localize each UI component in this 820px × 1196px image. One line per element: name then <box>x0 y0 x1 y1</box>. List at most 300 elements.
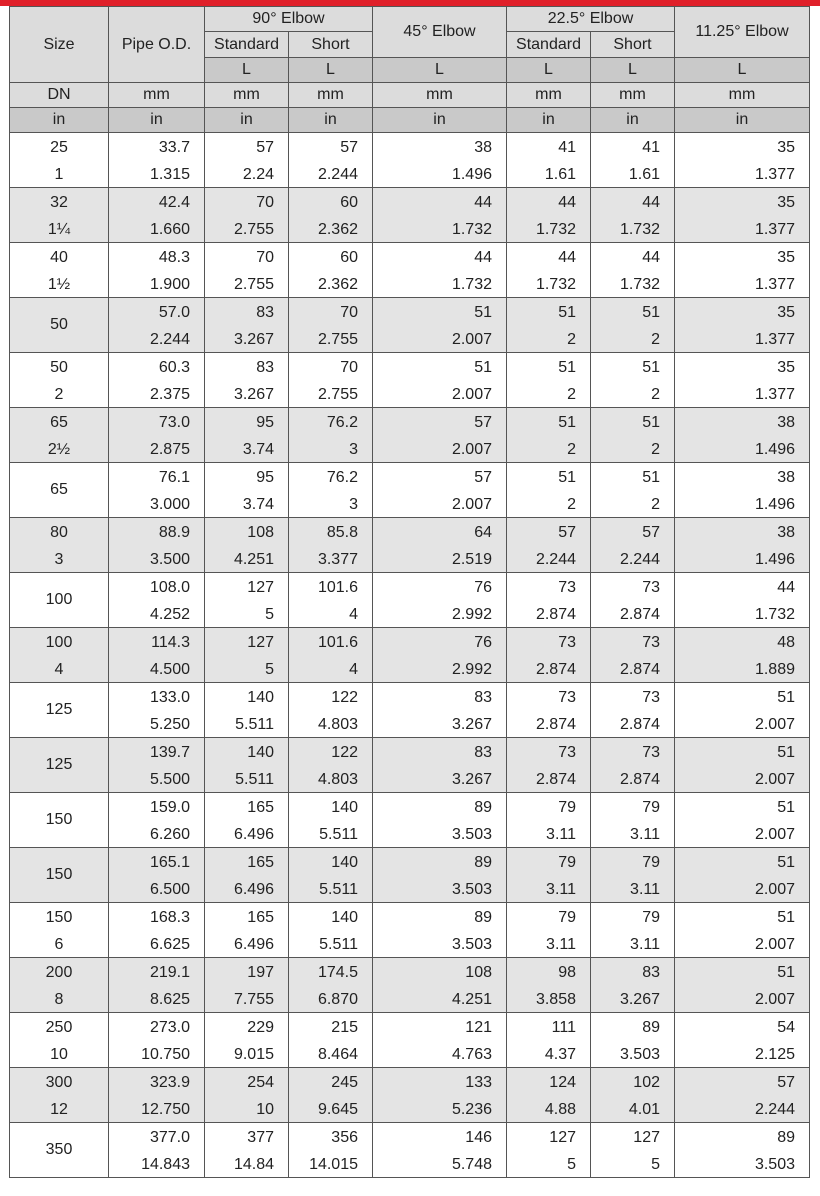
elbow90-short-mm-value: 140 <box>331 854 358 871</box>
elbow90-short-in-value: 5.511 <box>319 826 358 843</box>
size-cell <box>10 188 109 243</box>
unit-mm: mm <box>591 83 675 108</box>
size-cell <box>10 1013 109 1068</box>
elbow11-in-value: 2.007 <box>754 991 795 1008</box>
elbow90-short-mm-value: 57 <box>340 139 358 156</box>
elbow90-standard-mm-value: 140 <box>247 689 274 706</box>
elbow22-short-mm-value: 57 <box>642 524 660 541</box>
table-row <box>10 133 810 188</box>
size-cell <box>10 133 109 188</box>
elbow90-short-cell <box>289 848 373 903</box>
elbow22-standard-in-value: 3.11 <box>546 936 576 953</box>
elbow90-standard-mm-value: 229 <box>247 1019 274 1036</box>
pipe-od-in-value: 5.250 <box>149 716 190 733</box>
elbow45-cell <box>373 683 507 738</box>
elbow45-in-value: 2.007 <box>451 496 492 513</box>
elbow90-standard-mm-value: 95 <box>256 469 274 486</box>
elbow90-standard-mm-value: 140 <box>247 744 274 761</box>
elbow22-short-in-value: 2.874 <box>619 771 660 788</box>
table-row <box>10 903 810 958</box>
elbow45-mm-value: 38 <box>474 139 492 156</box>
l-label: L <box>373 58 507 83</box>
elbow22-standard-mm-value: 44 <box>558 249 576 266</box>
pipe-od-mm-value: 48.3 <box>158 249 190 266</box>
elbow45-mm-value: 64 <box>474 524 492 541</box>
elbow11-cell <box>675 958 810 1013</box>
elbow22-short-in-value: 2 <box>651 441 660 458</box>
elbow22-standard-in-value: 4.88 <box>544 1101 576 1118</box>
size-dn-value: 65 <box>50 481 68 498</box>
elbow90-short-in-value: 2.244 <box>317 166 358 183</box>
elbow11-in-value: 1.377 <box>754 166 795 183</box>
elbow22-short-in-value: 2.874 <box>619 661 660 678</box>
size-dn-value: 350 <box>45 1141 73 1158</box>
elbow22-short-cell <box>591 793 675 848</box>
elbow22-short-mm-value: 73 <box>642 744 660 761</box>
elbow90-standard-mm-value: 70 <box>256 249 274 266</box>
elbow22-short-mm-value: 73 <box>642 579 660 596</box>
elbow22-short-in-value: 3.267 <box>619 991 660 1008</box>
elbow22-short-cell <box>591 628 675 683</box>
pipe-od-mm-value: 159.0 <box>149 799 190 816</box>
elbow90-short-cell <box>289 353 373 408</box>
elbow22-short-in-value: 3.11 <box>630 881 660 898</box>
elbow22-short-mm-value: 44 <box>642 194 660 211</box>
elbow90-standard-in-value: 7.755 <box>233 991 274 1008</box>
pipe-od-in-value: 4.252 <box>149 606 190 623</box>
elbow90-standard-cell <box>205 243 289 298</box>
elbow90-short-in-value: 3.377 <box>317 551 358 568</box>
elbow90-standard-cell <box>205 133 289 188</box>
elbow22-short-cell <box>591 243 675 298</box>
elbow90-standard-cell <box>205 793 289 848</box>
elbow22-standard-in-value: 2 <box>567 386 576 403</box>
size-cell <box>10 463 109 518</box>
elbow45-in-value: 1.732 <box>451 276 492 293</box>
elbow90-short-mm-value: 140 <box>331 799 358 816</box>
elbow90-standard-cell <box>205 408 289 463</box>
elbow45-mm-value: 83 <box>474 689 492 706</box>
elbow90-short-cell <box>289 188 373 243</box>
table-row <box>10 573 810 628</box>
elbow22-standard-in-value: 2.244 <box>535 551 576 568</box>
elbow45-mm-value: 44 <box>474 249 492 266</box>
elbow22-short-cell <box>591 903 675 958</box>
unit-dn: DN <box>10 83 109 108</box>
elbow11-in-value: 2.125 <box>754 1046 795 1063</box>
elbow45-in-value: 4.251 <box>451 991 492 1008</box>
table-body <box>10 133 810 1178</box>
elbow22-short-mm-value: 44 <box>642 249 660 266</box>
elbow90-standard-in-value: 3.74 <box>242 496 274 513</box>
size-dn-value: 50 <box>50 316 68 333</box>
elbow45-cell <box>373 573 507 628</box>
elbow90-standard-cell <box>205 738 289 793</box>
size-dn-value: 125 <box>45 756 73 773</box>
elbow90-standard-mm-value: 254 <box>247 1074 274 1091</box>
elbow90-standard-in-value: 5 <box>265 661 274 678</box>
pipe-od-mm-value: 114.3 <box>151 634 190 651</box>
elbow22-standard-cell <box>507 1123 591 1178</box>
elbow90-standard-in-value: 6.496 <box>233 881 274 898</box>
elbow22-standard-mm-value: 124 <box>549 1074 576 1091</box>
table-row <box>10 1123 810 1178</box>
elbow90-standard-in-value: 4.251 <box>233 551 274 568</box>
elbow45-cell <box>373 133 507 188</box>
pipe-od-mm-value: 76.1 <box>158 469 190 486</box>
elbow22-standard-mm-value: 79 <box>558 799 576 816</box>
elbow90-standard-in-value: 2.755 <box>233 276 274 293</box>
elbow90-short-mm-value: 101.6 <box>317 634 358 651</box>
size-in-value: 8 <box>54 991 64 1008</box>
elbow90-standard-cell <box>205 628 289 683</box>
elbow45-cell <box>373 848 507 903</box>
size-in-value: 12 <box>50 1101 68 1118</box>
elbow90-short-mm-value: 245 <box>331 1074 358 1091</box>
elbow90-standard-in-value: 2.24 <box>242 166 274 183</box>
elbow45-mm-value: 121 <box>465 1019 492 1036</box>
elbow90-standard-mm-value: 83 <box>256 359 274 376</box>
size-in-value: 1½ <box>47 276 71 293</box>
elbow11-mm-value: 44 <box>777 579 795 596</box>
pipe-od-cell <box>109 463 205 518</box>
elbow45-mm-value: 83 <box>474 744 492 761</box>
pipe-od-cell <box>109 408 205 463</box>
elbow22-standard-cell <box>507 848 591 903</box>
elbow22-standard-in-value: 2 <box>567 496 576 513</box>
elbow90-short-mm-value: 85.8 <box>326 524 358 541</box>
elbow22-short-mm-value: 89 <box>642 1019 660 1036</box>
table-row <box>10 848 810 903</box>
size-cell <box>10 573 109 628</box>
elbow90-short-mm-value: 122 <box>331 744 358 761</box>
elbow22-standard-in-value: 3.11 <box>546 826 576 843</box>
pipe-od-in-value: 5.500 <box>149 771 190 788</box>
elbow22-standard-in-value: 2.874 <box>535 716 576 733</box>
pipe-od-cell <box>109 353 205 408</box>
elbow45-mm-value: 57 <box>474 414 492 431</box>
unit-mm: mm <box>675 83 810 108</box>
size-in-value: 6 <box>54 936 64 953</box>
elbow90-standard-mm-value: 377 <box>247 1129 274 1146</box>
l-label: L <box>675 58 810 83</box>
elbow11-cell <box>675 518 810 573</box>
elbow22-standard-cell <box>507 463 591 518</box>
pipe-od-cell <box>109 1068 205 1123</box>
size-in-value: 4 <box>54 661 64 678</box>
elbow90-standard-in-value: 9.015 <box>233 1046 274 1063</box>
table-row <box>10 518 810 573</box>
elbow90-short-cell <box>289 738 373 793</box>
elbow45-mm-value: 108 <box>465 964 492 981</box>
l-label: L <box>507 58 591 83</box>
elbow90-standard-in-value: 3.267 <box>233 386 274 403</box>
elbow45-cell <box>373 903 507 958</box>
table-row <box>10 1068 810 1123</box>
size-cell <box>10 1123 109 1178</box>
elbow45-mm-value: 89 <box>474 909 492 926</box>
unit-in: in <box>10 108 109 133</box>
table-row <box>10 628 810 683</box>
elbow22-short-cell <box>591 353 675 408</box>
pipe-od-in-value: 8.625 <box>149 991 190 1008</box>
col-size-header: Size <box>10 7 109 83</box>
unit-in: in <box>109 108 205 133</box>
elbow11-mm-value: 51 <box>777 909 795 926</box>
size-dn-value: 50 <box>50 359 68 376</box>
elbow90-short-in-value: 4 <box>349 606 358 623</box>
pipe-od-cell <box>109 903 205 958</box>
elbow11-in-value: 1.377 <box>754 386 795 403</box>
elbow90-short-mm-value: 174.5 <box>317 964 358 981</box>
elbow11-mm-value: 51 <box>777 744 795 761</box>
elbow11-cell <box>675 353 810 408</box>
elbow22-short-cell <box>591 133 675 188</box>
elbow90-standard-mm-value: 165 <box>247 799 274 816</box>
elbow11-cell <box>675 738 810 793</box>
elbow90-standard-cell <box>205 1068 289 1123</box>
elbow22-standard-mm-value: 79 <box>558 909 576 926</box>
elbow45-in-value: 3.503 <box>451 936 492 953</box>
elbow11-in-value: 1.496 <box>754 551 795 568</box>
size-cell <box>10 353 109 408</box>
elbow90-short-in-value: 6.870 <box>317 991 358 1008</box>
elbow11-cell <box>675 848 810 903</box>
size-in-value: 2½ <box>47 441 71 458</box>
elbow-dimension-table <box>9 6 810 1178</box>
elbow22-standard-in-value: 4.37 <box>544 1046 576 1063</box>
elbow22-standard-mm-value: 51 <box>558 359 576 376</box>
size-dn-value: 150 <box>45 866 73 883</box>
elbow22-standard-mm-value: 51 <box>558 304 576 321</box>
pipe-od-cell <box>109 1013 205 1068</box>
elbow90-standard-in-value: 6.496 <box>233 826 274 843</box>
elbow22-short-cell <box>591 958 675 1013</box>
elbow22-standard-in-value: 3.858 <box>535 991 576 1008</box>
elbow45-mm-value: 51 <box>474 359 492 376</box>
pipe-od-in-value: 2.244 <box>149 331 190 348</box>
elbow45-in-value: 1.732 <box>451 221 492 238</box>
elbow90-short-in-value: 9.645 <box>317 1101 358 1118</box>
unit-in: in <box>289 108 373 133</box>
elbow22-short-mm-value: 51 <box>642 304 660 321</box>
pipe-od-cell <box>109 683 205 738</box>
elbow22-standard-mm-value: 73 <box>558 689 576 706</box>
elbow11-in-value: 2.007 <box>754 881 795 898</box>
table-row <box>10 738 810 793</box>
l-label: L <box>289 58 373 83</box>
elbow90-short-mm-value: 70 <box>340 359 358 376</box>
pipe-od-mm-value: 168.3 <box>149 909 190 926</box>
elbow22-standard-cell <box>507 628 591 683</box>
elbow11-in-value: 1.377 <box>754 221 795 238</box>
elbow90-short-in-value: 3 <box>349 496 358 513</box>
size-cell <box>10 628 109 683</box>
size-dn-value: 100 <box>45 591 73 608</box>
elbow11-in-value: 2.007 <box>754 826 795 843</box>
elbow22-short-mm-value: 79 <box>642 909 660 926</box>
elbow45-cell <box>373 353 507 408</box>
elbow90-standard-cell <box>205 958 289 1013</box>
elbow11-cell <box>675 793 810 848</box>
l-label: L <box>205 58 289 83</box>
elbow22-standard-cell <box>507 1068 591 1123</box>
elbow22-short-mm-value: 73 <box>642 634 660 651</box>
pipe-od-in-value: 14.843 <box>141 1156 190 1173</box>
elbow45-in-value: 1.496 <box>451 166 492 183</box>
elbow22-short-in-value: 3.11 <box>630 936 660 953</box>
size-in-value: 3 <box>54 551 64 568</box>
unit-in: in <box>373 108 507 133</box>
elbow90-short-in-value: 5.511 <box>319 881 358 898</box>
col-11-25-elbow-header: 11.25° Elbow <box>675 7 810 58</box>
elbow11-mm-value: 38 <box>777 469 795 486</box>
elbow22-short-mm-value: 51 <box>642 469 660 486</box>
elbow90-short-cell <box>289 903 373 958</box>
unit-in: in <box>591 108 675 133</box>
pipe-od-cell <box>109 958 205 1013</box>
size-cell <box>10 683 109 738</box>
elbow90-short-cell <box>289 1123 373 1178</box>
elbow45-cell <box>373 408 507 463</box>
col-22-short-header: Short <box>591 32 675 58</box>
elbow45-mm-value: 76 <box>474 579 492 596</box>
elbow22-standard-mm-value: 127 <box>549 1129 576 1146</box>
elbow90-standard-mm-value: 95 <box>256 414 274 431</box>
elbow45-mm-value: 133 <box>465 1074 492 1091</box>
table-row <box>10 683 810 738</box>
elbow22-short-in-value: 2.244 <box>619 551 660 568</box>
size-dn-value: 100 <box>45 634 73 651</box>
elbow90-short-cell <box>289 463 373 518</box>
elbow90-standard-cell <box>205 188 289 243</box>
elbow45-cell <box>373 793 507 848</box>
elbow22-short-in-value: 2 <box>651 331 660 348</box>
elbow90-standard-in-value: 2.755 <box>233 221 274 238</box>
elbow22-short-in-value: 1.61 <box>628 166 660 183</box>
elbow45-in-value: 5.748 <box>451 1156 492 1173</box>
elbow22-standard-cell <box>507 903 591 958</box>
elbow22-short-cell <box>591 518 675 573</box>
elbow45-cell <box>373 188 507 243</box>
elbow90-short-in-value: 4.803 <box>317 771 358 788</box>
elbow90-short-cell <box>289 1013 373 1068</box>
elbow11-mm-value: 57 <box>777 1074 795 1091</box>
elbow11-mm-value: 35 <box>777 304 795 321</box>
elbow90-standard-in-value: 14.84 <box>233 1156 274 1173</box>
elbow22-short-mm-value: 73 <box>642 689 660 706</box>
elbow22-short-in-value: 2.874 <box>619 716 660 733</box>
elbow22-short-in-value: 5 <box>651 1156 660 1173</box>
elbow90-standard-mm-value: 70 <box>256 194 274 211</box>
elbow90-standard-in-value: 5.511 <box>235 771 274 788</box>
elbow22-standard-cell <box>507 408 591 463</box>
col-90-short-header: Short <box>289 32 373 58</box>
size-cell <box>10 958 109 1013</box>
elbow90-short-cell <box>289 298 373 353</box>
elbow22-short-cell <box>591 573 675 628</box>
elbow90-standard-cell <box>205 848 289 903</box>
elbow11-cell <box>675 1068 810 1123</box>
unit-mm: mm <box>205 83 289 108</box>
table-row <box>10 298 810 353</box>
elbow45-cell <box>373 518 507 573</box>
col-45-elbow-header: 45° Elbow <box>373 7 507 58</box>
table-row <box>10 463 810 518</box>
elbow11-mm-value: 38 <box>777 524 795 541</box>
elbow90-standard-cell <box>205 298 289 353</box>
elbow22-standard-cell <box>507 793 591 848</box>
elbow22-standard-mm-value: 44 <box>558 194 576 211</box>
elbow11-cell <box>675 1013 810 1068</box>
col-22-standard-header: Standard <box>507 32 591 58</box>
elbow90-standard-mm-value: 165 <box>247 909 274 926</box>
pipe-od-cell <box>109 738 205 793</box>
elbow90-short-cell <box>289 573 373 628</box>
table-row <box>10 243 810 298</box>
elbow22-short-mm-value: 51 <box>642 414 660 431</box>
elbow11-in-value: 1.496 <box>754 496 795 513</box>
pipe-od-mm-value: 323.9 <box>149 1074 190 1091</box>
elbow90-standard-in-value: 5.511 <box>235 716 274 733</box>
elbow90-short-mm-value: 70 <box>340 304 358 321</box>
size-cell <box>10 793 109 848</box>
pipe-od-in-value: 1.660 <box>149 221 190 238</box>
elbow45-cell <box>373 958 507 1013</box>
pipe-od-cell <box>109 518 205 573</box>
elbow22-standard-cell <box>507 738 591 793</box>
elbow90-short-mm-value: 140 <box>331 909 358 926</box>
elbow11-mm-value: 35 <box>777 249 795 266</box>
pipe-od-in-value: 6.500 <box>149 881 190 898</box>
elbow90-standard-in-value: 3.74 <box>242 441 274 458</box>
elbow90-short-cell <box>289 408 373 463</box>
pipe-od-mm-value: 139.7 <box>149 744 190 761</box>
elbow45-mm-value: 51 <box>474 304 492 321</box>
elbow90-short-in-value: 3 <box>349 441 358 458</box>
elbow22-short-cell <box>591 1068 675 1123</box>
col-pipe-od-header: Pipe O.D. <box>109 7 205 83</box>
elbow11-mm-value: 35 <box>777 359 795 376</box>
table-row <box>10 408 810 463</box>
size-cell <box>10 738 109 793</box>
elbow45-in-value: 3.267 <box>451 771 492 788</box>
elbow22-standard-mm-value: 41 <box>558 139 576 156</box>
pipe-od-mm-value: 219.1 <box>149 964 190 981</box>
elbow90-standard-in-value: 6.496 <box>233 936 274 953</box>
size-in-value: 1 <box>54 166 64 183</box>
pipe-od-in-value: 1.315 <box>149 166 190 183</box>
elbow45-in-value: 5.236 <box>451 1101 492 1118</box>
elbow22-standard-in-value: 2 <box>567 331 576 348</box>
size-in-value: 1¼ <box>47 221 71 238</box>
table-row <box>10 1013 810 1068</box>
elbow22-standard-in-value: 1.732 <box>535 276 576 293</box>
elbow11-mm-value: 54 <box>777 1019 795 1036</box>
elbow22-standard-in-value: 3.11 <box>546 881 576 898</box>
elbow22-standard-in-value: 2 <box>567 441 576 458</box>
col-22-5-elbow-header: 22.5° Elbow <box>507 7 675 32</box>
elbow11-in-value: 2.244 <box>754 1101 795 1118</box>
elbow90-short-in-value: 2.755 <box>317 386 358 403</box>
elbow22-short-in-value: 2 <box>651 386 660 403</box>
unit-mm: mm <box>373 83 507 108</box>
size-dn-value: 150 <box>45 811 73 828</box>
elbow45-in-value: 2.519 <box>451 551 492 568</box>
elbow45-in-value: 3.267 <box>451 716 492 733</box>
pipe-od-mm-value: 73.0 <box>158 414 190 431</box>
pipe-od-in-value: 12.750 <box>141 1101 190 1118</box>
